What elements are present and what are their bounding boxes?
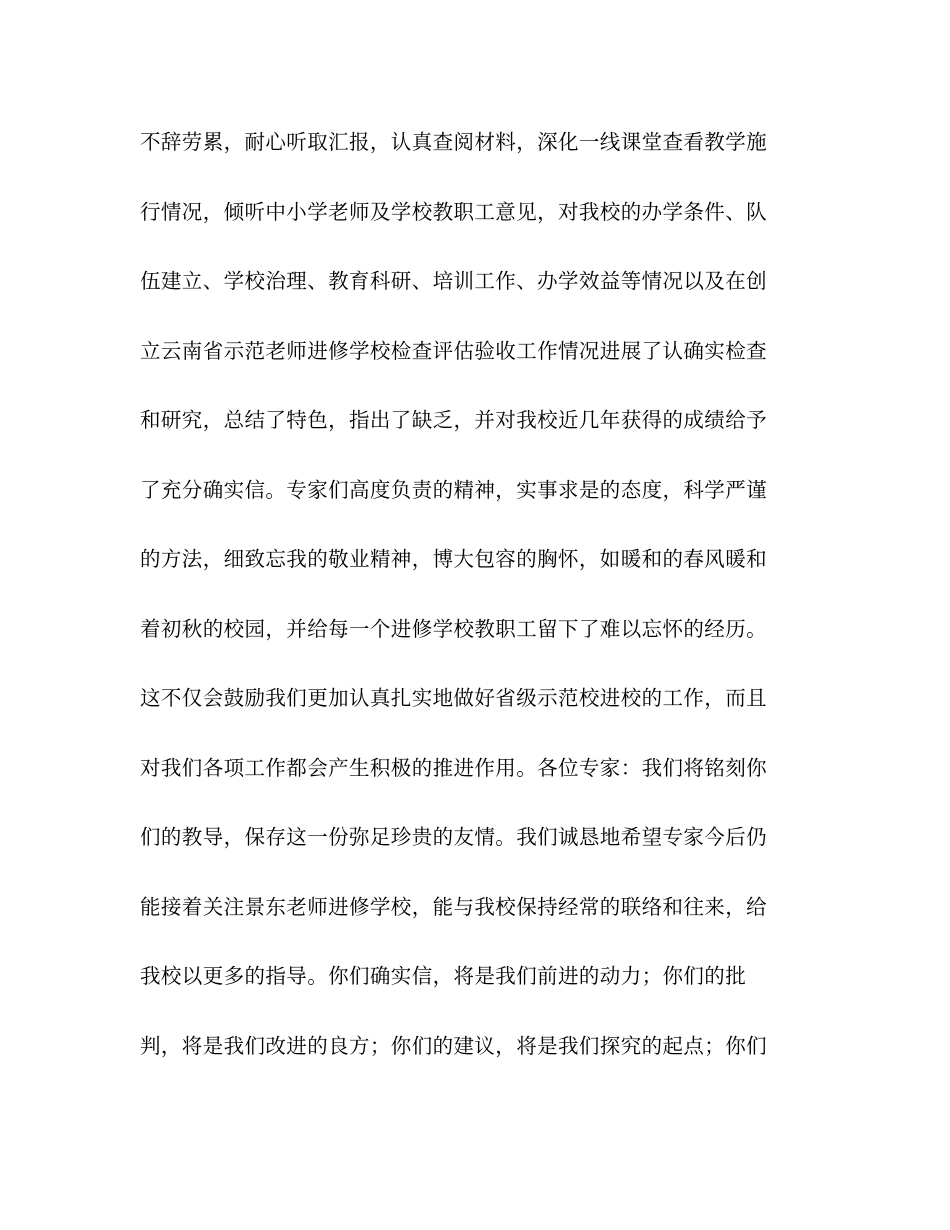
text-line: 行情况，倾听中小学老师及学校教职工意见，对我校的办学条件、队 <box>140 199 767 224</box>
text-line: 这不仅会鼓励我们更加认真扎实地做好省级示范校进校的工作，而且 <box>140 686 767 710</box>
text-line: 伍建立、学校治理、教育科研、培训工作、办学效益等情况以及在创 <box>140 269 767 293</box>
body-text <box>140 118 800 1091</box>
text-line: 着初秋的校园，并给每一个进修学校教职工留下了难以忘怀的经历。 <box>140 616 767 641</box>
text-line: 我校以更多的指导。你们确实信，将是我们前进的动力；你们的批 <box>140 964 747 988</box>
text-line: 的方法，细致忘我的敬业精神，博大包容的胸怀，如暖和的春风暖和 <box>140 547 767 571</box>
text-line: 立云南省示范老师进修学校检查评估验收工作情况进展了认确实检查 <box>140 338 767 363</box>
text-line: 们的教导，保存这一份弥足珍贵的友情。我们诚恳地希望专家今后仍 <box>140 825 767 849</box>
text-line: 和研究，总结了特色，指出了缺乏，并对我校近几年获得的成绩给予 <box>140 408 767 432</box>
text-line: 对我们各项工作都会产生积极的推进作用。各位专家：我们将铭刻你 <box>140 755 767 780</box>
text-line: 能接着关注景东老师进修学校，能与我校保持经常的联络和往来，给 <box>140 894 767 919</box>
text-line: 了充分确实信。专家们高度负责的精神，实事求是的态度，科学严谨 <box>140 477 767 502</box>
text-line: 判，将是我们改进的良方；你们的建议，将是我们探究的起点；你们 <box>140 1033 767 1058</box>
text-line: 不辞劳累，耐心听取汇报，认真查阅材料，深化一线课堂查看教学施 <box>140 130 767 154</box>
